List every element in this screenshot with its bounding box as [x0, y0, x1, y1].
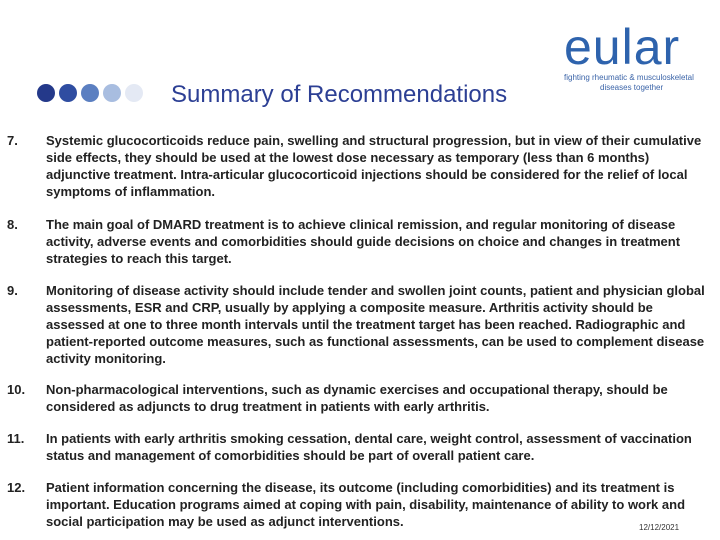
recommendation-text: Patient information concerning the disease, its outcome (including comorbidities) and its treatment is important. Education programs aimed at coping with pain, disability, maintenance of ability to work and social participation may be used as adjunct interventions.: [46, 480, 686, 529]
recommendation-item: [7, 479, 712, 530]
recommendation-item: [7, 132, 712, 200]
recommendation-text: In patients with early arthritis smoking cessation, dental care, weight control, assessment of vaccination status and management of comorbidities should be part of overall patient care.: [46, 431, 692, 463]
slide-title: Summary of Recommendations: [171, 81, 508, 108]
recommendation-item: [7, 381, 712, 415]
recommendation-item: [7, 430, 712, 464]
logo-tagline-line2: diseases together: [600, 83, 664, 92]
recommendation-text: Systemic glucocorticoids reduce pain, swelling and structural progression, but in view of their cumulative side effects, they should be used at the lowest dose necessary as temporary (less than 6 months) adjunctive treatment. Intra-articular glucocorticoid injections should be considered for the relief of local symptoms of inflammation.: [46, 133, 702, 199]
recommendation-item: [7, 216, 712, 267]
bullet-dot: [37, 84, 55, 102]
eular-logo: [564, 19, 714, 93]
recommendation-text: Monitoring of disease activity should include tender and swollen joint counts, patient and physician global assessments, ESR and CRP, usually by applying a composite measure. Arthritis activity should be assessed at one to three month intervals until the treatment target has been reached. Radiographic and patient-reported outcome measures, such as functional assessments, can be used to complement disease activity monitoring.: [46, 283, 705, 366]
bullet-dot: [81, 84, 99, 102]
recommendation-item: [7, 282, 712, 367]
recommendation-text: Non-pharmacological interventions, such as dynamic exercises and occupational therapy, should be considered as adjuncts to drug treatment in patients with early arthritis.: [46, 382, 668, 414]
recommendation-number: 11.: [7, 431, 25, 446]
recommendation-text: The main goal of DMARD treatment is to achieve clinical remission, and regular monitoring of disease activity, adverse events and comorbidities should guide decisions on choice and changes in treatment strategies to reach this target.: [46, 217, 681, 266]
bullet-dot: [103, 84, 121, 102]
bullet-dot: [59, 84, 77, 102]
recommendation-number: 8.: [7, 217, 18, 232]
logo-tagline-line1: fighting rheumatic & musculoskeletal: [564, 73, 694, 82]
logo-wordmark: eular: [564, 19, 681, 75]
slide-date: 12/12/2021: [639, 523, 680, 532]
recommendation-number: 7.: [7, 133, 18, 148]
logo-tagline: [564, 73, 714, 93]
bullet-dot: [125, 84, 143, 102]
recommendation-number: 12.: [7, 480, 26, 495]
recommendation-number: 9.: [7, 283, 18, 298]
recommendation-number: 10.: [7, 382, 26, 397]
